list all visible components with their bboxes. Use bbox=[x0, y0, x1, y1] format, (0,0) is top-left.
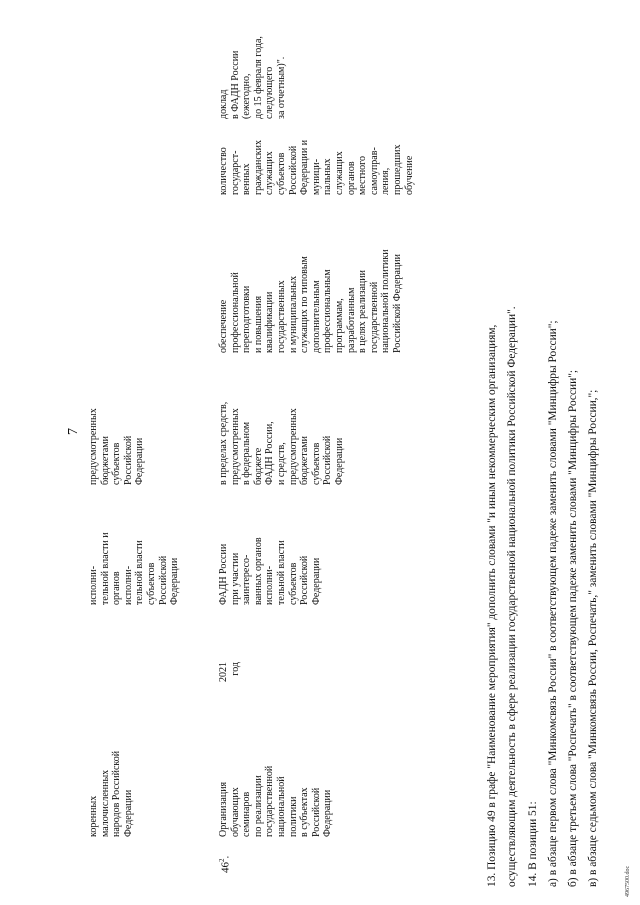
continued-row-name: коренных малочисленных народов Российской Федерации bbox=[88, 750, 134, 837]
paragraph-13-line1: 13. Позицию 49 в графе "Наименование мероприятия" дополнить словами "и иным некоммерческим организациям, bbox=[486, 324, 498, 887]
continued-row-executor: исполни- тельной власти и органов исполни- тельной власти субъектов Российской Федерации bbox=[88, 532, 181, 605]
row-number bbox=[218, 856, 232, 873]
row-report: доклад в ФАДН России (ежегодно, до 15 февраля года, следующего за отчетным)". bbox=[218, 36, 287, 119]
row-funding: в пределах средств, предусмотренных в федеральном бюджете ФАДН России, и средств, предусмотренных бюджетами субъектов Российской Федерации bbox=[218, 401, 345, 485]
paragraph-14a: а) в абзаце первом слова "Минкомсвязь России" в соответствующем падеже заменить словами "Минцифры России"; bbox=[547, 320, 559, 887]
paragraph-14c: в) в абзаце седьмом слова "Минкомсвязь России, Роспечать," заменить словами "Минцифры России,"; bbox=[587, 389, 599, 887]
row-number-dot: . bbox=[219, 855, 232, 859]
paragraph-14b: б) в абзаце третьем слова "Роспечать" в соответствующем падеже заменить словами "Минцифры России"; bbox=[567, 369, 579, 887]
document-id: 4967500.doc bbox=[625, 865, 631, 897]
row-result: обеспечение профессиональной переподготовки и повышения квалификации государственных и муниципальных служащих по типовым дополнительным профессиональным программам, разработанным в целях реализации государственной национальной политики Российской Федерации bbox=[218, 249, 403, 353]
row-number-sup: 2 bbox=[218, 858, 226, 862]
continued-row-funding: предусмотренных бюджетами субъектов Российской Федерации bbox=[88, 408, 146, 485]
row-name: Организация обучающих семинаров по реализации государственной национальной политики в субъектах Российской Федерации bbox=[218, 765, 334, 837]
paragraph-13-line2: осуществляющим деятельность в сфере реализации государственной национальной политики Российской Федерации". bbox=[506, 306, 518, 887]
row-year: 2021 год bbox=[218, 662, 241, 682]
page-number: 7 bbox=[66, 428, 81, 435]
row-indicator: количество государст- венных гражданских служащих субъектов Российской Федерации и муници- пальных служащих органов местного самоуправ- ления, прошедших обучение bbox=[218, 139, 415, 195]
row-number-main: 46 bbox=[219, 862, 232, 873]
row-executor: ФАДН России при участии заинтересо- ванных органов исполни- тельной власти субъектов Российской Федерации bbox=[218, 537, 322, 605]
paragraph-14: 14. В позиции 51: bbox=[527, 801, 539, 887]
